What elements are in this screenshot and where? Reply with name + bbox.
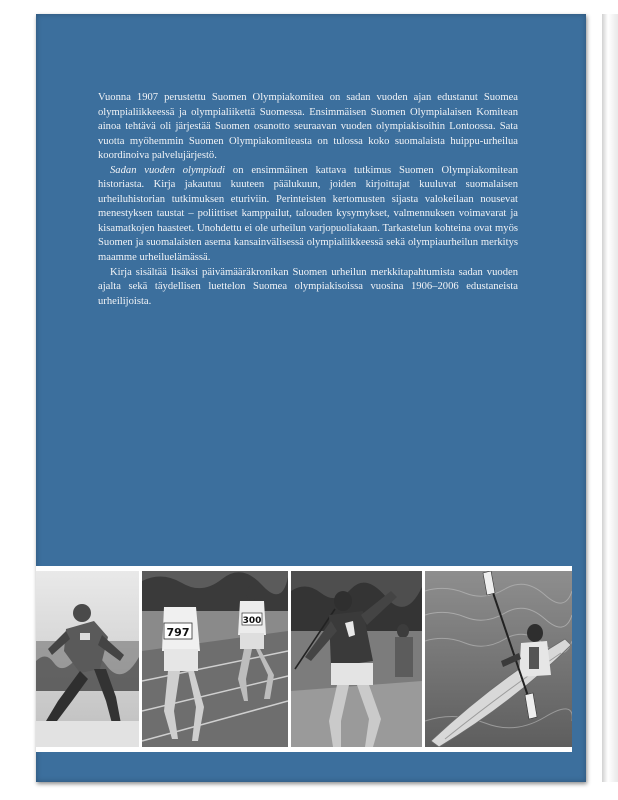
runner-bib-right: 300	[242, 616, 262, 626]
photo-kayaker	[425, 571, 572, 747]
blurb-paragraph-2	[98, 164, 518, 266]
photo-speed-skater	[36, 571, 139, 747]
photo-track-runners	[142, 571, 288, 747]
cover-edge	[602, 14, 618, 782]
runner-bib-left: 797	[166, 626, 190, 639]
blurb-paragraph-1: Vuonna 1907 perustettu Suomen Olympiakomitea on sadan vuoden ajan edustanut Suomea olympialiikkeessä ja olympialiikettä Suomessa. Ensimmäisen Suomen Olympialaisen Komitean ainoa tehtävä oli järjestää Suomen osanotto seuraavan vuoden olympiakisoihin Lontoossa. Sata vuotta myöhemmin Suomen Olympiakomiteasta on tulossa koko suomalaista huippu-urheilua koordinoiva palvelujärjestö.	[98, 92, 518, 162]
back-cover-blurb	[98, 91, 518, 309]
photo-javelin-thrower	[291, 571, 422, 747]
book-title-italic: Sadan vuoden olympiadi	[110, 164, 226, 176]
photo-strip	[36, 566, 572, 752]
blurb-paragraph-2-text: on ensimmäinen kattava tutkimus Suomen Olympiakomitean historiasta. Kirja jakautuu kuuteen päälukuun, joiden kirjoittajat kuuluvat suomalaisen urheiluhistorian tutkimuksen eturiviin. Perinteisten kertomusten sijasta valokeilaan nousevat menestyksen taustat – poliittiset kamppailut, talouden kysymykset, valmennuksen voimavarat ja kisamatkojen haasteet. Unohdettu ei ole urheilun varjopuoliakaan. Tarkastelun kohteina ovat myös Suomen ja suomalaisten asema kansainvälisessä olympialiikkeessä sekä olympiaurheilun merkitys maamme urheiluelämässä.	[98, 164, 518, 264]
blurb-paragraph-3: Kirja sisältää lisäksi päivämääräkronikan Suomen urheilun merkkitapahtumista sadan vuoden ajalta sekä täydellisen luettelon Suomea olympiakisoissa vuosina 1906–2006 edustaneista urheilijoista.	[98, 266, 518, 307]
